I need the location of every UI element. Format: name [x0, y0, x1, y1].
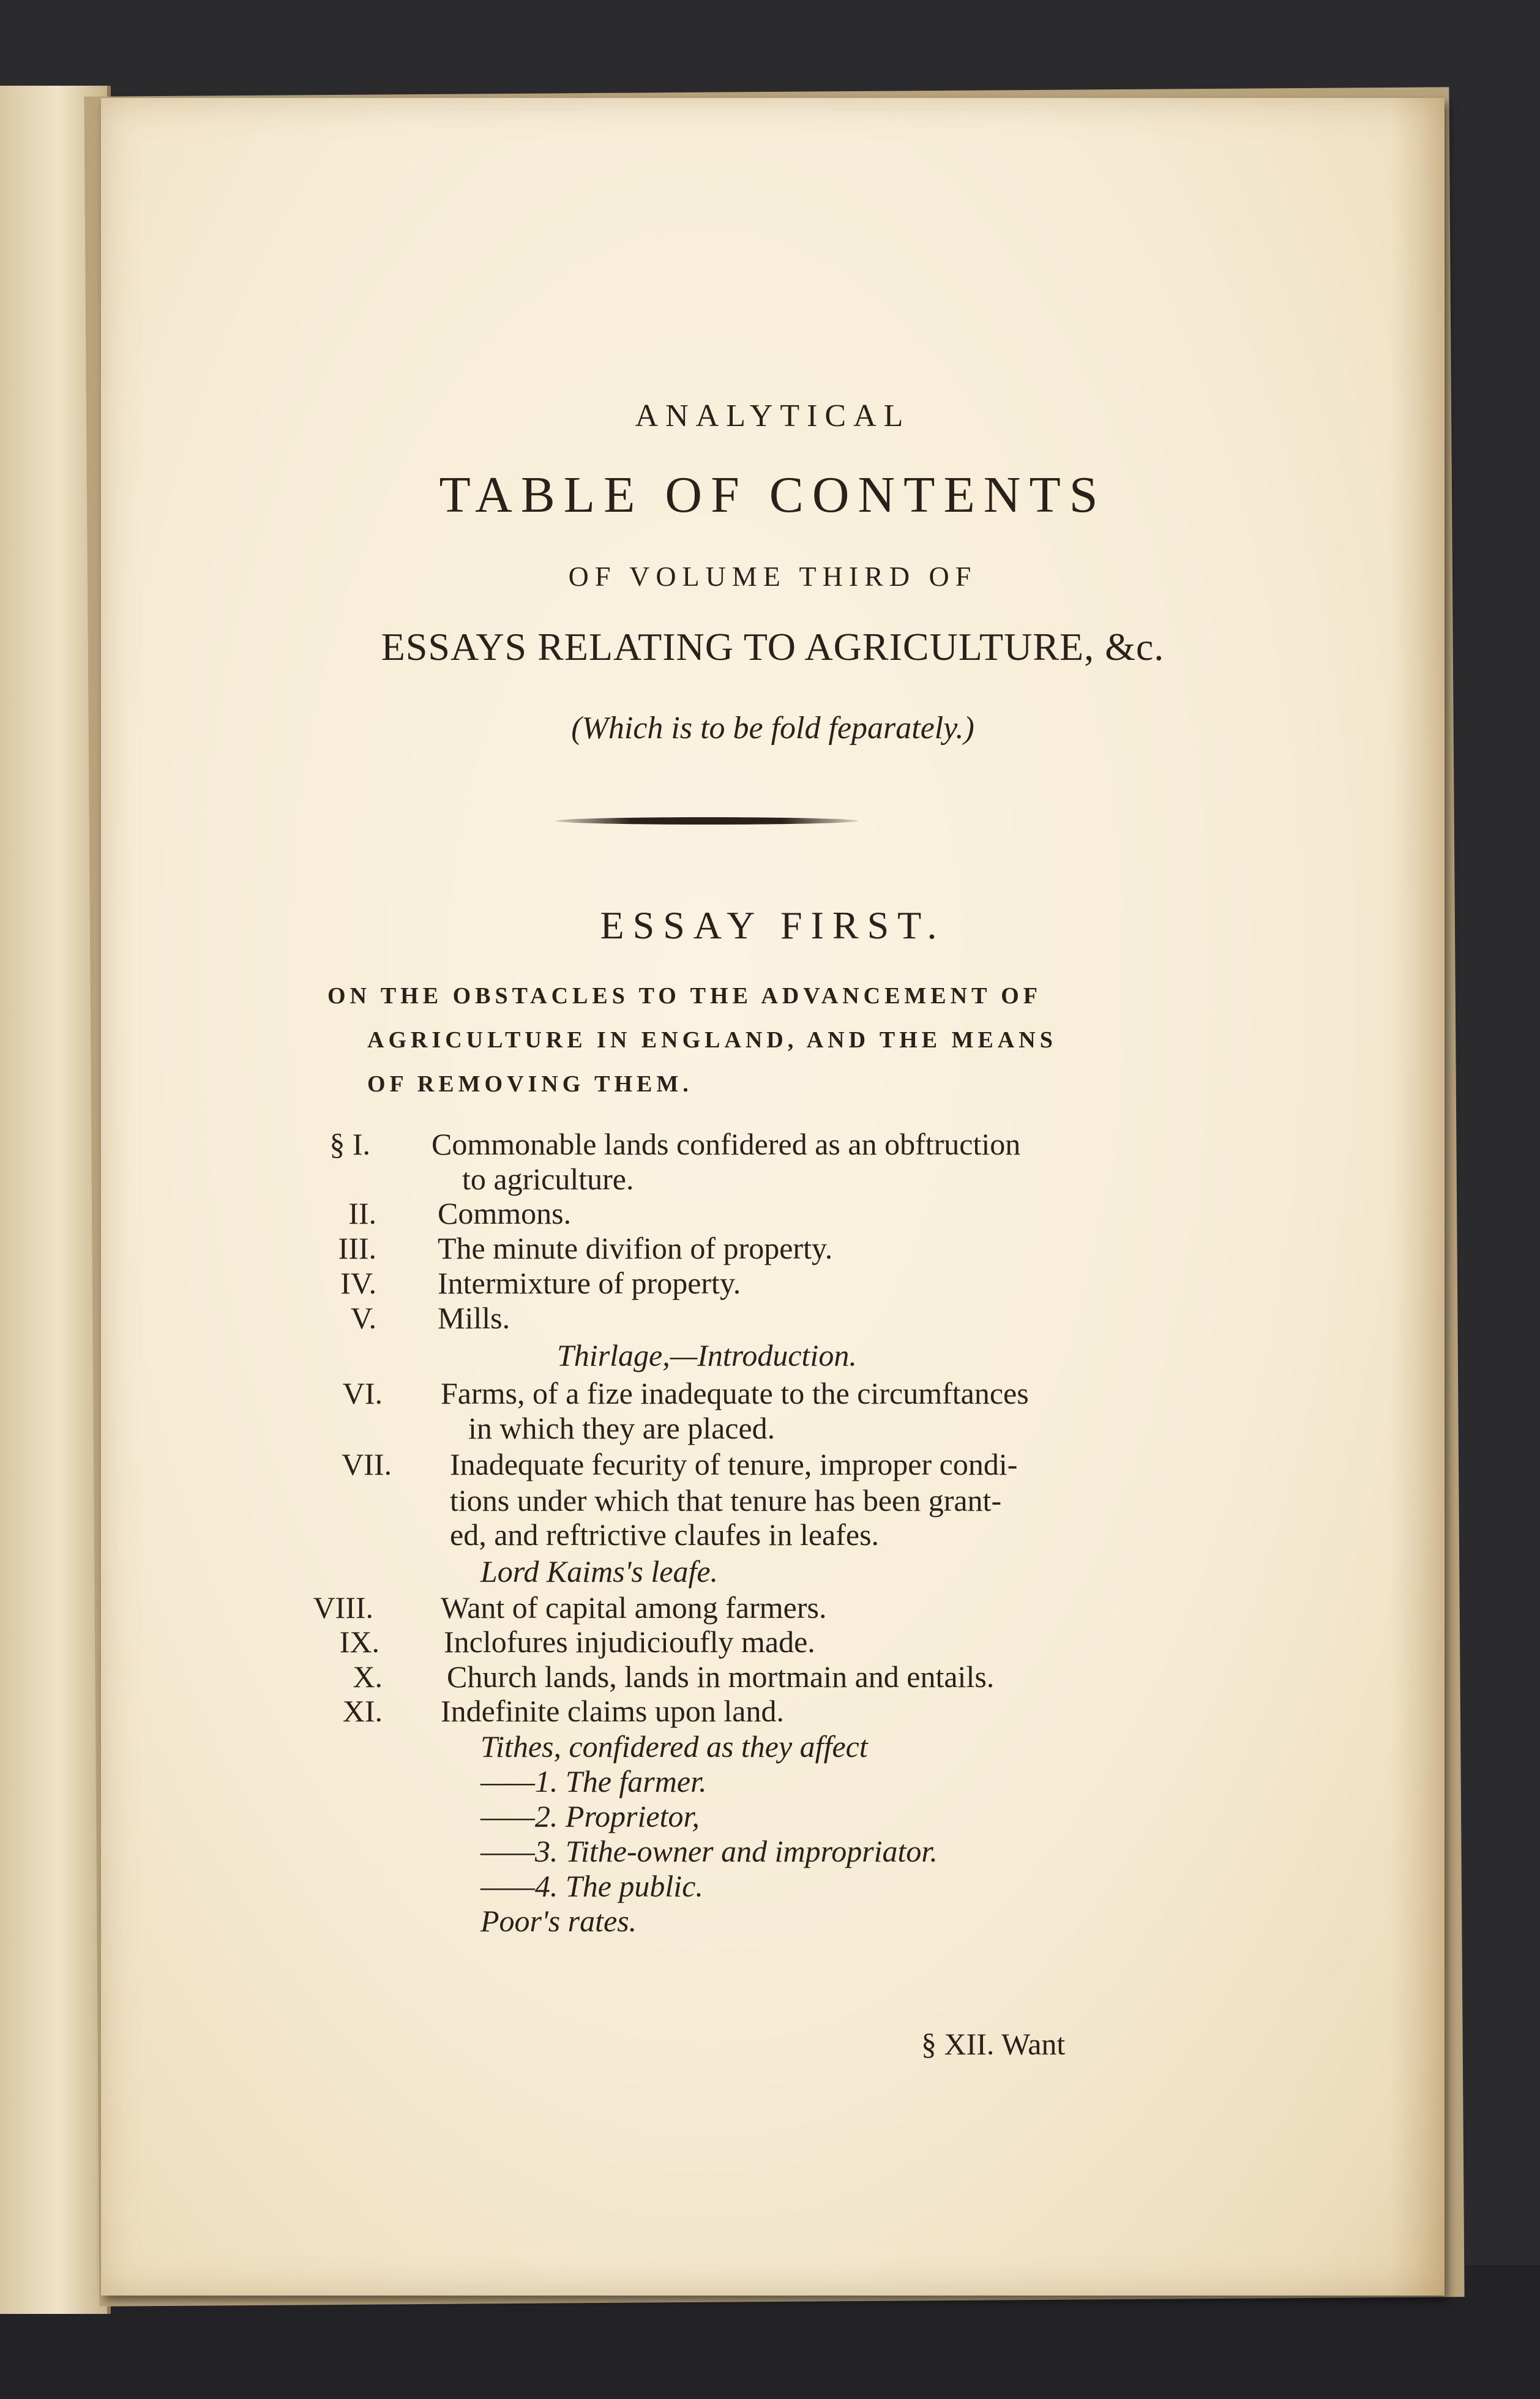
section-text: in which they are placed. — [468, 1411, 776, 1445]
subsection-text: ——3. Tithe-owner and impropriator. — [480, 1834, 938, 1868]
section-text: ed, and reftrictive claufes in leafes. — [450, 1518, 880, 1552]
section-number: IV. — [340, 1266, 376, 1300]
section-number: II. — [348, 1196, 376, 1230]
section-number: § I. — [329, 1127, 370, 1161]
title-note: (Which is to be fold feparately.) — [571, 711, 974, 746]
section-text: The minute divifion of property. — [438, 1231, 833, 1265]
subsection-text: ——4. The public. — [480, 1869, 703, 1903]
section-number: V. — [350, 1301, 376, 1335]
book-page — [101, 98, 1445, 2296]
subsection-text: Poor's rates. — [480, 1904, 637, 1938]
subsection-text: Tithes, confidered as they affect — [480, 1729, 868, 1764]
essay-subtitle-line: AGRICULTURE IN ENGLAND, AND THE MEANS — [367, 1027, 1057, 1053]
section-number: X. — [353, 1660, 383, 1694]
title-analytical: ANALYTICAL — [635, 399, 911, 433]
essay-subtitle-line: ON THE OBSTACLES TO THE ADVANCEMENT OF — [327, 983, 1042, 1009]
section-number: III. — [338, 1231, 376, 1265]
subsection-text: Thirlage,—Introduction. — [557, 1338, 857, 1372]
section-text: Commonable lands confidered as an obftruction — [432, 1127, 1021, 1161]
section-number: VII. — [342, 1447, 392, 1481]
section-text: tions under which that tenure has been grant- — [450, 1483, 1002, 1518]
section-number: IX. — [339, 1625, 379, 1659]
catchword: § XII. Want — [921, 2027, 1066, 2061]
section-text: Mills. — [438, 1301, 510, 1335]
title-volume: OF VOLUME THIRD OF — [568, 561, 977, 592]
section-text: to agriculture. — [462, 1162, 634, 1196]
title-table-of-contents: TABLE OF CONTENTS — [439, 466, 1107, 523]
essay-subtitle-line: OF REMOVING THEM. — [367, 1071, 693, 1097]
section-text: Intermixture of property. — [438, 1266, 741, 1300]
section-text: Indefinite claims upon land. — [441, 1694, 784, 1728]
section-text: Want of capital among farmers. — [441, 1590, 827, 1625]
section-text: Inclofures injudicioufly made. — [444, 1625, 815, 1659]
subsection-text: ——2. Proprietor, — [480, 1799, 700, 1833]
section-number: XI. — [342, 1694, 383, 1728]
section-number: VIII. — [313, 1590, 373, 1625]
section-text: Inadequate fecurity of tenure, improper condi- — [450, 1447, 1018, 1481]
section-text: Farms, of a fize inadequate to the circumftances — [441, 1376, 1029, 1410]
subsection-text: ——1. The farmer. — [480, 1764, 707, 1798]
ornamental-rule — [555, 817, 858, 825]
section-text: Commons. — [438, 1196, 572, 1230]
title-essays: ESSAYS RELATING TO AGRICULTURE, &c. — [381, 625, 1165, 668]
essay-title: ESSAY FIRST. — [600, 904, 946, 947]
section-number: VI. — [342, 1376, 383, 1410]
subsection-text: Lord Kaims's leafe. — [480, 1554, 719, 1589]
section-text: Church lands, lands in mortmain and entails. — [447, 1660, 995, 1694]
